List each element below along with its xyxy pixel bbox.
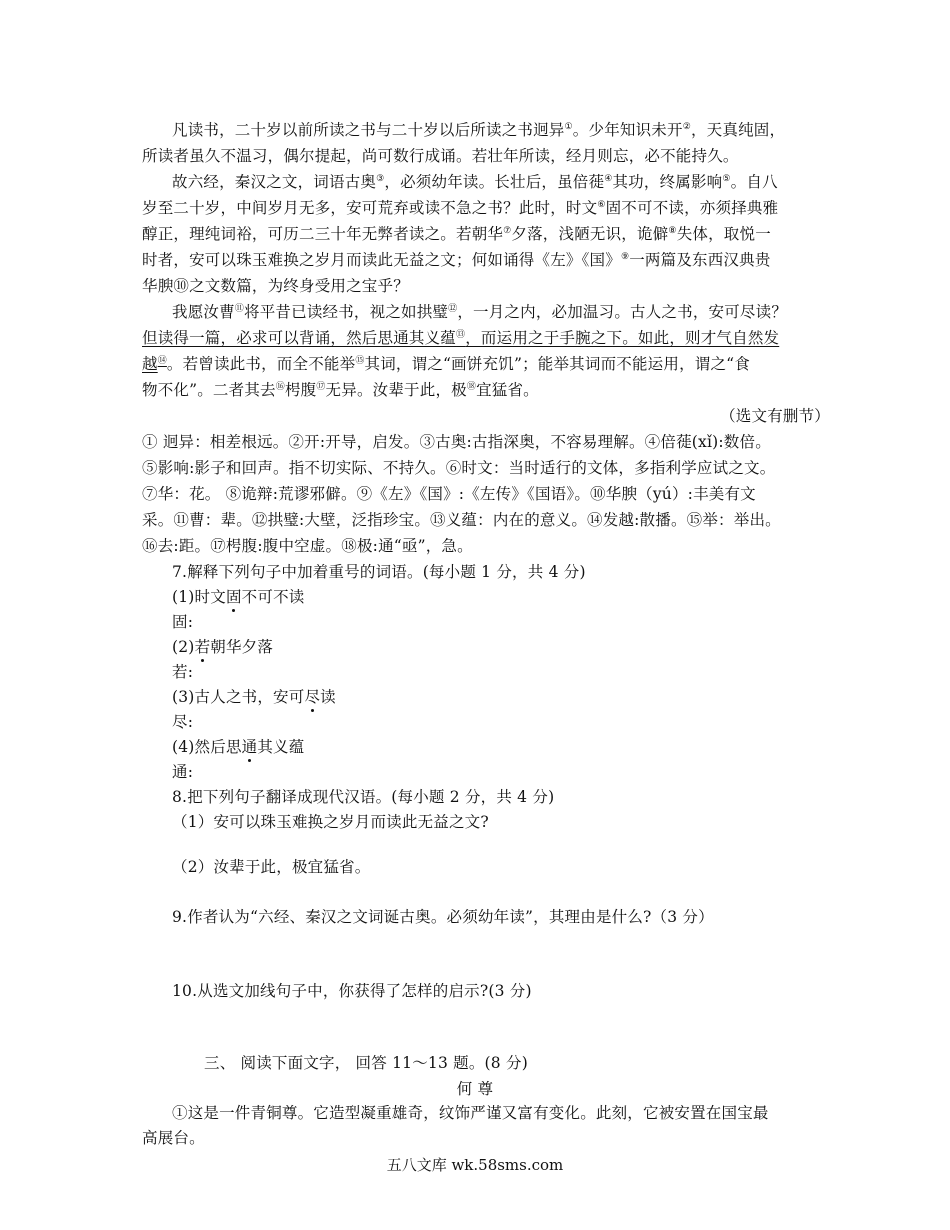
- footnote-mark: ⑱: [466, 381, 477, 392]
- text: 无异。汝辈于此，极: [325, 381, 467, 399]
- text: 。若曾读此书，而全不能举: [166, 355, 356, 373]
- passage-line: [142, 354, 750, 374]
- question-7: 7.解释下列句子中加着重号的词语。(每小题 1 分，共 4 分): [172, 563, 586, 581]
- text: 宜猛省。: [476, 381, 539, 399]
- source-note: （选文有删节）: [720, 407, 830, 425]
- text: (1)时文: [172, 588, 226, 606]
- answer-label: 尽:: [172, 713, 194, 731]
- note-line: ① 迥异：相差根远。②开:开导，启发。③古奥:古指深奥，不容易理解。④倍蓰(xǐ):数倍。: [142, 433, 771, 451]
- article-title: 何 尊: [456, 1080, 494, 1098]
- footnote-mark: ⑥: [597, 199, 606, 210]
- question-8: 8.把下列句子翻译成现代汉语。(每小题 2 分，共 4 分): [172, 788, 555, 806]
- text: 但读得一篇，必求可以背诵，然后思通其义蕴: [142, 329, 457, 347]
- question-9: 9.作者认为“六经、秦汉之文词诞古奥。必须幼年读”，其理由是什么?（3 分）: [172, 908, 714, 926]
- passage-line: [172, 302, 787, 322]
- footnote-mark: ⑬: [456, 329, 466, 340]
- passage-line: [142, 250, 771, 270]
- question-8-item-2: （2）汝辈于此，极宜猛省。: [172, 858, 371, 876]
- article-line: 高展台。: [142, 1129, 205, 1147]
- text: 一两篇及东西汉典贵: [629, 251, 771, 269]
- text: 时者，安可以珠玉难换之岁月而读此无益之文；何如诵得《左》《国》: [142, 251, 621, 269]
- footnote-mark: ⑰: [316, 381, 326, 392]
- note-line: ⑯去:距。⑰枵腹:腹中空虚。⑱极:通“亟”，急。: [142, 537, 473, 555]
- question-7-item-1: [172, 587, 304, 607]
- text: ，必须幼年读。长壮后，虽倍蓰: [384, 173, 605, 191]
- emphasis-word: 通: [241, 738, 258, 756]
- footnote-mark: ⑮: [355, 355, 365, 366]
- text: 我愿汝曹: [172, 303, 235, 321]
- footnote-mark: ⑯: [275, 381, 285, 392]
- text: 失体，取悦一: [676, 225, 771, 243]
- note-line: ⑤影响:影子和回声。指不切实际、不持久。⑥时文：当时适行的文体，多指利学应试之文。: [142, 459, 776, 477]
- question-10: 10.从选文加线句子中，你获得了怎样的启示?(3 分): [172, 982, 532, 1000]
- text: 将平昔已读经书，视之如拱璧: [244, 303, 449, 321]
- text: ，而运用之于手腕之下。如此，则才气自然发: [465, 329, 780, 347]
- passage-line: 华腴⑩之文数篇，为终身受用之宝乎？: [142, 277, 409, 295]
- footnote-mark: ⑤: [722, 173, 731, 184]
- text: ，一月之内，必加温习。古人之书，安可尽读？: [457, 303, 788, 321]
- text: 其功，终属影响: [612, 173, 723, 191]
- passage-line: [142, 380, 539, 400]
- text: ，天真纯固，: [690, 121, 786, 139]
- question-8-item-1: （1）安可以珠玉难换之岁月而读此无益之文?: [172, 813, 489, 831]
- text: 固不可不读，亦须择典雅: [605, 199, 779, 217]
- emphasis-word: 若: [194, 638, 211, 656]
- footnote-mark: ②: [682, 121, 691, 132]
- answer-label: 固:: [172, 613, 194, 631]
- passage-line: 所读者虽久不温习，偶尔提起，尚可数行成诵。若壮年所读，经月则忘，必不能持久。: [142, 147, 739, 165]
- question-7-item-4: [172, 737, 304, 757]
- text: 夕落，浅陋无识，诡僻: [511, 225, 669, 243]
- passage-line: [172, 120, 785, 140]
- footnote-mark: ⑧: [668, 225, 677, 236]
- text: 朝华夕落: [210, 638, 274, 656]
- text: 。自八: [730, 173, 778, 191]
- footnote-mark: ⑦: [503, 225, 512, 236]
- section-heading: 三、 阅读下面文字， 回答 11～13 题。(8 分): [204, 1054, 528, 1072]
- text: 枵腹: [284, 381, 317, 399]
- passage-line: [142, 198, 778, 218]
- footnote-mark: ⑫: [448, 303, 458, 314]
- answer-label: 若:: [172, 663, 194, 681]
- text: 其义蕴: [257, 738, 305, 756]
- text: (4)然后思: [172, 738, 242, 756]
- question-7-item-3: [172, 687, 336, 707]
- passage-line: [142, 224, 771, 244]
- footnote-mark: ④: [604, 173, 613, 184]
- question-7-item-2: [172, 637, 273, 657]
- article-line: ①这是一件青铜尊。它造型凝重雄奇，纹饰严谨又富有变化。此刻，它被安置在国宝最: [172, 1104, 769, 1122]
- footnote-mark: ⑪: [234, 303, 245, 314]
- note-line: ⑦华：花。 ⑧诡辩:荒谬邪僻。⑨《左》《国》:《左传》《国语》。⑩华腴（yú）:丰美有文: [142, 485, 756, 503]
- page-footer: 五八文库 wk.58sms.com: [386, 1156, 564, 1174]
- footnote-mark: ①: [564, 121, 573, 132]
- text: 凡读书，二十岁以前所读之书与二十岁以后所读之书迥异: [172, 121, 565, 139]
- text: 醇正，理纯词裕，可历二三十年无弊者读之。若朝华: [142, 225, 504, 243]
- text: 物不化”。二者其去: [142, 381, 276, 399]
- text: 岁至二十岁，中间岁月无多，安可荒弃或读不急之书？此时，时文: [142, 199, 598, 217]
- footnote-mark: ⑭: [157, 355, 167, 366]
- text: 不可不读: [241, 588, 305, 606]
- note-line: 采。⑪曹：辈。⑫拱璧:大壁，泛指珍宝。⑬义蕴：内在的意义。⑭发越:散播。⑮举：举出。: [142, 511, 781, 529]
- text: 故六经，秦汉之文，词语古奥: [172, 173, 377, 191]
- passage-line: [172, 172, 778, 192]
- text: (2): [172, 638, 195, 656]
- emphasis-word: 固: [225, 588, 242, 606]
- footnote-mark: ③: [376, 173, 385, 184]
- text: 其词，谓之“画饼充饥”；能举其词而不能运用，谓之“食: [364, 355, 750, 373]
- underlined-sentence: [142, 328, 779, 348]
- emphasis-word: 尽: [304, 688, 321, 706]
- answer-label: 通:: [172, 763, 194, 781]
- text: (3)古人之书，安可: [172, 688, 305, 706]
- text: 读: [320, 688, 336, 706]
- text: 。少年知识未开: [572, 121, 683, 139]
- footnote-mark: ⑨: [620, 251, 630, 262]
- underlined-sentence: 越: [142, 355, 158, 373]
